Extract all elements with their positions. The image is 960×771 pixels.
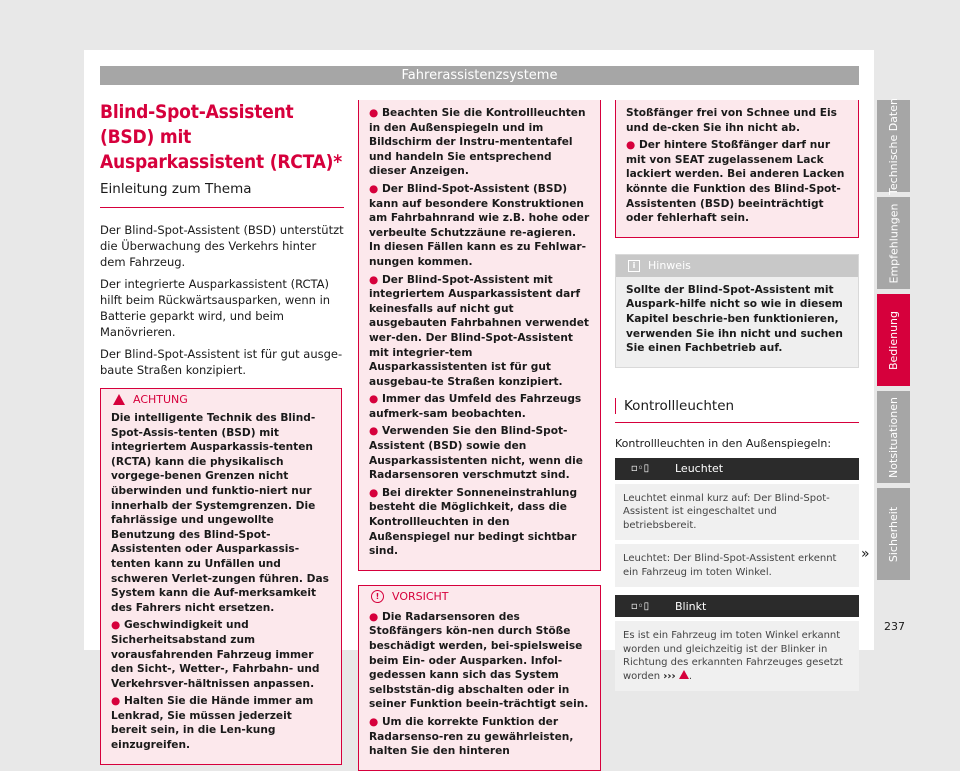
intro-paragraph: Der Blind-Spot-Assistent ist für gut ausge-baute Straßen konzipiert.	[100, 347, 343, 377]
continue-mark: »	[861, 546, 870, 562]
table-row: Leuchtet einmal kurz auf: Der Blind-Spot-Assistent ist eingeschaltet und betriebsbereit.	[615, 484, 859, 541]
section-title-line1: Blind-Spot-Assistent (BSD) mit	[100, 101, 294, 148]
table-row: Es ist ein Fahrzeug im toten Winkel erkannt worden und gleichzeitig ist der Blinker in Richtung des erkannten Fahrzeuges gesetzt worden ››› .	[615, 621, 859, 691]
warning-triangle-icon	[679, 670, 689, 679]
section-sub: Kontrollleuchten in den Außenspiegeln:	[615, 436, 832, 450]
mirror-lamp-icon: ▫◦▯	[630, 463, 650, 475]
chapter-header: Fahrerassistenzsysteme	[100, 66, 859, 85]
tab-technische-daten[interactable]: Technische Daten	[877, 100, 910, 192]
info-circle-icon: !	[371, 590, 384, 603]
list-item: ● Beachten Sie die Kontrollleuchten in den Außenspiegeln und im Bildschirm der Instru-mententafel und handeln Sie entsprechend dieser Anzeigen.	[369, 107, 586, 178]
vorsicht-cont-text: Stoßfänger frei von Schnee und Eis und de-cken Sie ihn nicht ab.	[626, 107, 837, 134]
column-1	[100, 100, 344, 765]
tab-bedienung[interactable]: Bedienung	[877, 294, 910, 386]
ref-arrow: ›››	[663, 670, 676, 682]
achtung-box	[100, 388, 342, 765]
tab-empfehlungen[interactable]: Empfehlungen	[877, 197, 910, 289]
list-item: ● Immer das Umfeld des Fahrzeugs aufmerk-sam beobachten.	[369, 393, 582, 420]
list-item: ● Bei direkter Sonneneinstrahlung besteht die Möglichkeit, dass die Kontrollleuchten in den Außenspiegel nur bedingt sichtbar sind.	[369, 486, 578, 558]
intro-paragraph: Der integrierte Ausparkassistent (RCTA) hilft beim Rückwärtsausparken, wenn in Batterie geparkt wird, und beim Manövrieren.	[100, 277, 331, 339]
list-item: ● Halten Sie die Hände immer am Lenkrad, Sie müssen jederzeit bereit sein, in die Len-kung einzugreifen.	[111, 695, 314, 752]
subtitle: Einleitung zum Thema	[100, 181, 252, 197]
achtung-label: ACHTUNG	[133, 392, 188, 406]
table-blinkt	[615, 595, 859, 691]
table-leuchtet	[615, 458, 859, 588]
list-item: ● Die Radarsensoren des Stoßfängers kön-nen durch Stöße beschädigt werden, bei-spielsweise beim Ein- oder Ausparken. Infol-gedessen kann sich das System selbststän-dig abschalten oder in seiner Funktion beein-trächtigt sein.	[369, 610, 589, 711]
achtung-intro: Die intelligente Technik des Blind-Spot-Assis-tenten (BSD) mit integriertem Ausparkassis-tenten (RCTA) kann die physikalisch vorgege-benen Grenzen nicht überwinden und funktio-niert nur innerhalb der Systemgrenzen. Die fahrlässige und ungewollte Benutzung des Blind-Spot-Assistenten oder Ausparkassis-tenten kann zu Unfällen und schweren Verlet-zungen führen. Das System kann die Auf-merksamkeit des Fahrers nicht ersetzen.	[111, 412, 329, 614]
vorsicht-label: VORSICHT	[392, 590, 449, 604]
hinweis-label: Hinweis	[648, 259, 691, 273]
table-header: Blinkt	[675, 599, 707, 613]
section-heading	[615, 398, 859, 414]
tab-sicherheit[interactable]: Sicherheit	[877, 488, 910, 580]
page-number: 237	[884, 620, 905, 633]
column-2	[358, 100, 601, 771]
achtung-continued-box	[358, 100, 601, 571]
heading-marker	[615, 398, 616, 414]
section-underline	[615, 422, 859, 423]
tab-notsituationen[interactable]: Notsituationen	[877, 391, 910, 483]
info-square-icon: i	[628, 260, 640, 272]
table-row: Leuchtet: Der Blind-Spot-Assistent erkennt ein Fahrzeug im toten Winkel.	[615, 544, 859, 587]
warning-triangle-icon	[113, 394, 125, 405]
mirror-lamp-icon: ▫◦▯	[630, 600, 650, 612]
section-title-line2: Ausparkassistent (RCTA)*	[100, 151, 343, 173]
list-item: ● Geschwindigkeit und Sicherheitsabstand zum vorausfahrenden Fahrzeug immer den Sicht-, Wetter-, Fahrbahn- und Verkehrsver-hältnissen anpassen.	[111, 619, 320, 690]
list-item: ● Verwenden Sie den Blind-Spot-Assistent (BSD) sowie den Ausparkassistenten nicht, wenn die Radarsensoren verschmutzt sind.	[369, 425, 583, 482]
vorsicht-box	[358, 585, 601, 771]
table-header: Leuchtet	[675, 462, 724, 476]
section-title: Kontrollleuchten	[624, 397, 735, 414]
list-item: ● Der Blind-Spot-Assistent mit integriertem Ausparkassistent darf keinesfalls auf nicht gut ausgebauten Fahrbahnen verwendet wer-den. Der Blind-Spot-Assistent mit integrier-tem Ausparkassistenten ist für gut ausgebau-te Straßen konzipiert.	[369, 273, 589, 388]
list-item: ● Der Blind-Spot-Assistent (BSD) kann auf besondere Konstruktionen am Fahrbahnrand wie z.B. hohe oder verbeulte Schutzzäune re-agieren. In diesen Fällen kann es zu Fehlwar-nungen kommen.	[369, 182, 590, 268]
hinweis-text: Sollte der Blind-Spot-Assistent mit Auspark-hilfe nicht so wie in diesem Kapitel beschrie-ben funktionieren, verwenden Sie ihn nicht und suchen Sie einen Fachbetrieb auf.	[626, 283, 843, 355]
list-item: ● Um die korrekte Funktion der Radarsenso-ren zu gewährleisten, halten Sie den hinteren	[369, 715, 574, 758]
vorsicht-continued-box	[615, 100, 859, 238]
title-underline	[100, 207, 344, 208]
list-item: ● Der hintere Stoßfänger darf nur mit von SEAT zugelassenem Lack lackiert werden. Bei anderen Lacken könnte die Funktion des Blind-Spot-Assistenten (BSD) beeinträchtigt oder fehlerhaft sein.	[626, 139, 845, 225]
column-3	[615, 100, 859, 691]
hinweis-box	[615, 254, 859, 368]
intro-paragraph: Der Blind-Spot-Assistent (BSD) unterstützt die Überwachung des Verkehrs hinter dem Fahrzeug.	[100, 223, 344, 269]
